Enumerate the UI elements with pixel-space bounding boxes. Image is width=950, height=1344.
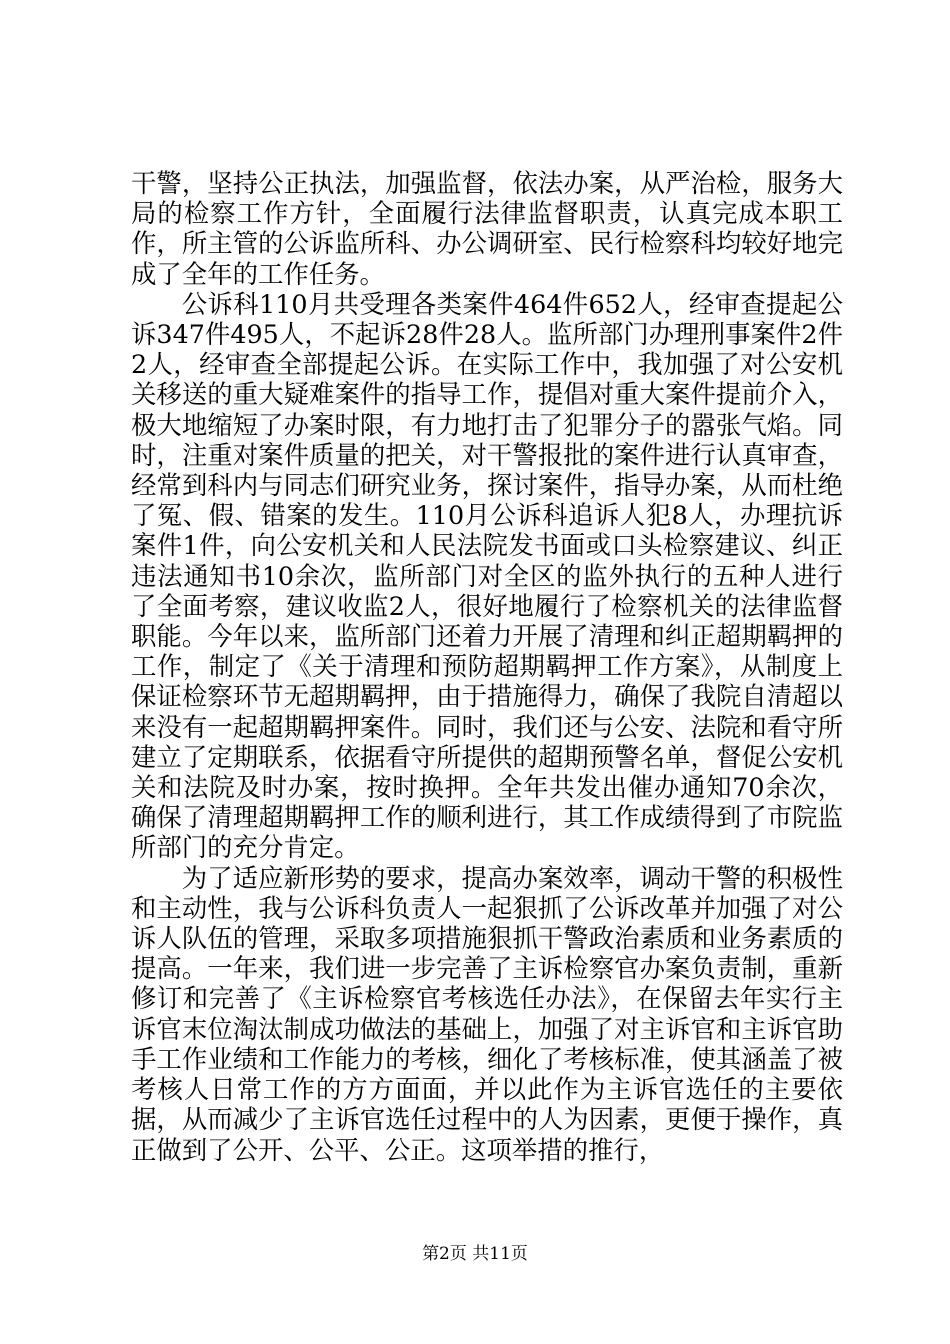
paragraph-prosecution-reform: 为了适应新形势的要求，提高办案效率，调动干警的积极性和主动性，我与公诉科负责人一起狠抓了公诉改革并加强了对公诉人队伍的管理，采取多项措施狠抓干警政治素质和业务素质的提高。一年来，我们进一步完善了主诉检察官办案负责制，重新修订和完善了《主诉检察官考核选任办法》，在保留去年实行主诉官末位淘汰制成功做法的基础上，加强了对主诉官和主诉官助手工作业绩和工作能力的考核，细化了考核标准，使其涵盖了被考核人日常工作的方方面面，并以此作为主诉官选任的主要依据，从而减少了主诉官选任过程中的人为因素，更便于操作，真正做到了公开、公平、公正。这项举措的推行， [131,862,843,1165]
paragraph-continuation: 干警，坚持公正执法，加强监督，依法办案，从严治检，服务大局的检察工作方针，全面履行法律监督职责，认真完成本职工作，所主管的公诉监所科、办公调研室、民行检察科均较好地完成了全年的工作任务。 [131,168,843,289]
paragraph-prosecution-cases: 公诉科110月共受理各类案件464件652人，经审查提起公诉347件495人，不起诉28件28人。监所部门办理刑事案件2件2人，经审查全部提起公诉。在实际工作中，我加强了对公安机关移送的重大疑难案件的指导工作，提倡对重大案件提前介入，极大地缩短了办案时限，有力地打击了犯罪分子的嚣张气焰。同时，注重对案件质量的把关，对干警报批的案件进行认真审查，经常到科内与同志们研究业务，探讨案件，指导办案，从而杜绝了冤、假、错案的发生。110月公诉科追诉人犯8人，办理抗诉案件1件，向公安机关和人民法院发书面或口头检察建议、纠正违法通知书10余次，监所部门对全区的监外执行的五种人进行了全面考察，建议收监2人，很好地履行了检察机关的法律监督职能。今年以来，监所部门还着力开展了清理和纠正超期羁押的工作，制定了《关于清理和预防超期羁押工作方案》，从制度上保证检察环节无超期羁押，由于措施得力，确保了我院自清超以来没有一起超期羁押案件。同时，我们还与公安、法院和看守所建立了定期联系，依据看守所提供的超期预警名单，督促公安机关和法院及时办案，按时换押。全年共发出催办通知70余次，确保了清理超期羁押工作的顺利进行，其工作成绩得到了市院监所部门的充分肯定。 [131,288,843,863]
body-text [131,168,843,1165]
page-footer: 第2页 共11页 [422,1244,528,1264]
